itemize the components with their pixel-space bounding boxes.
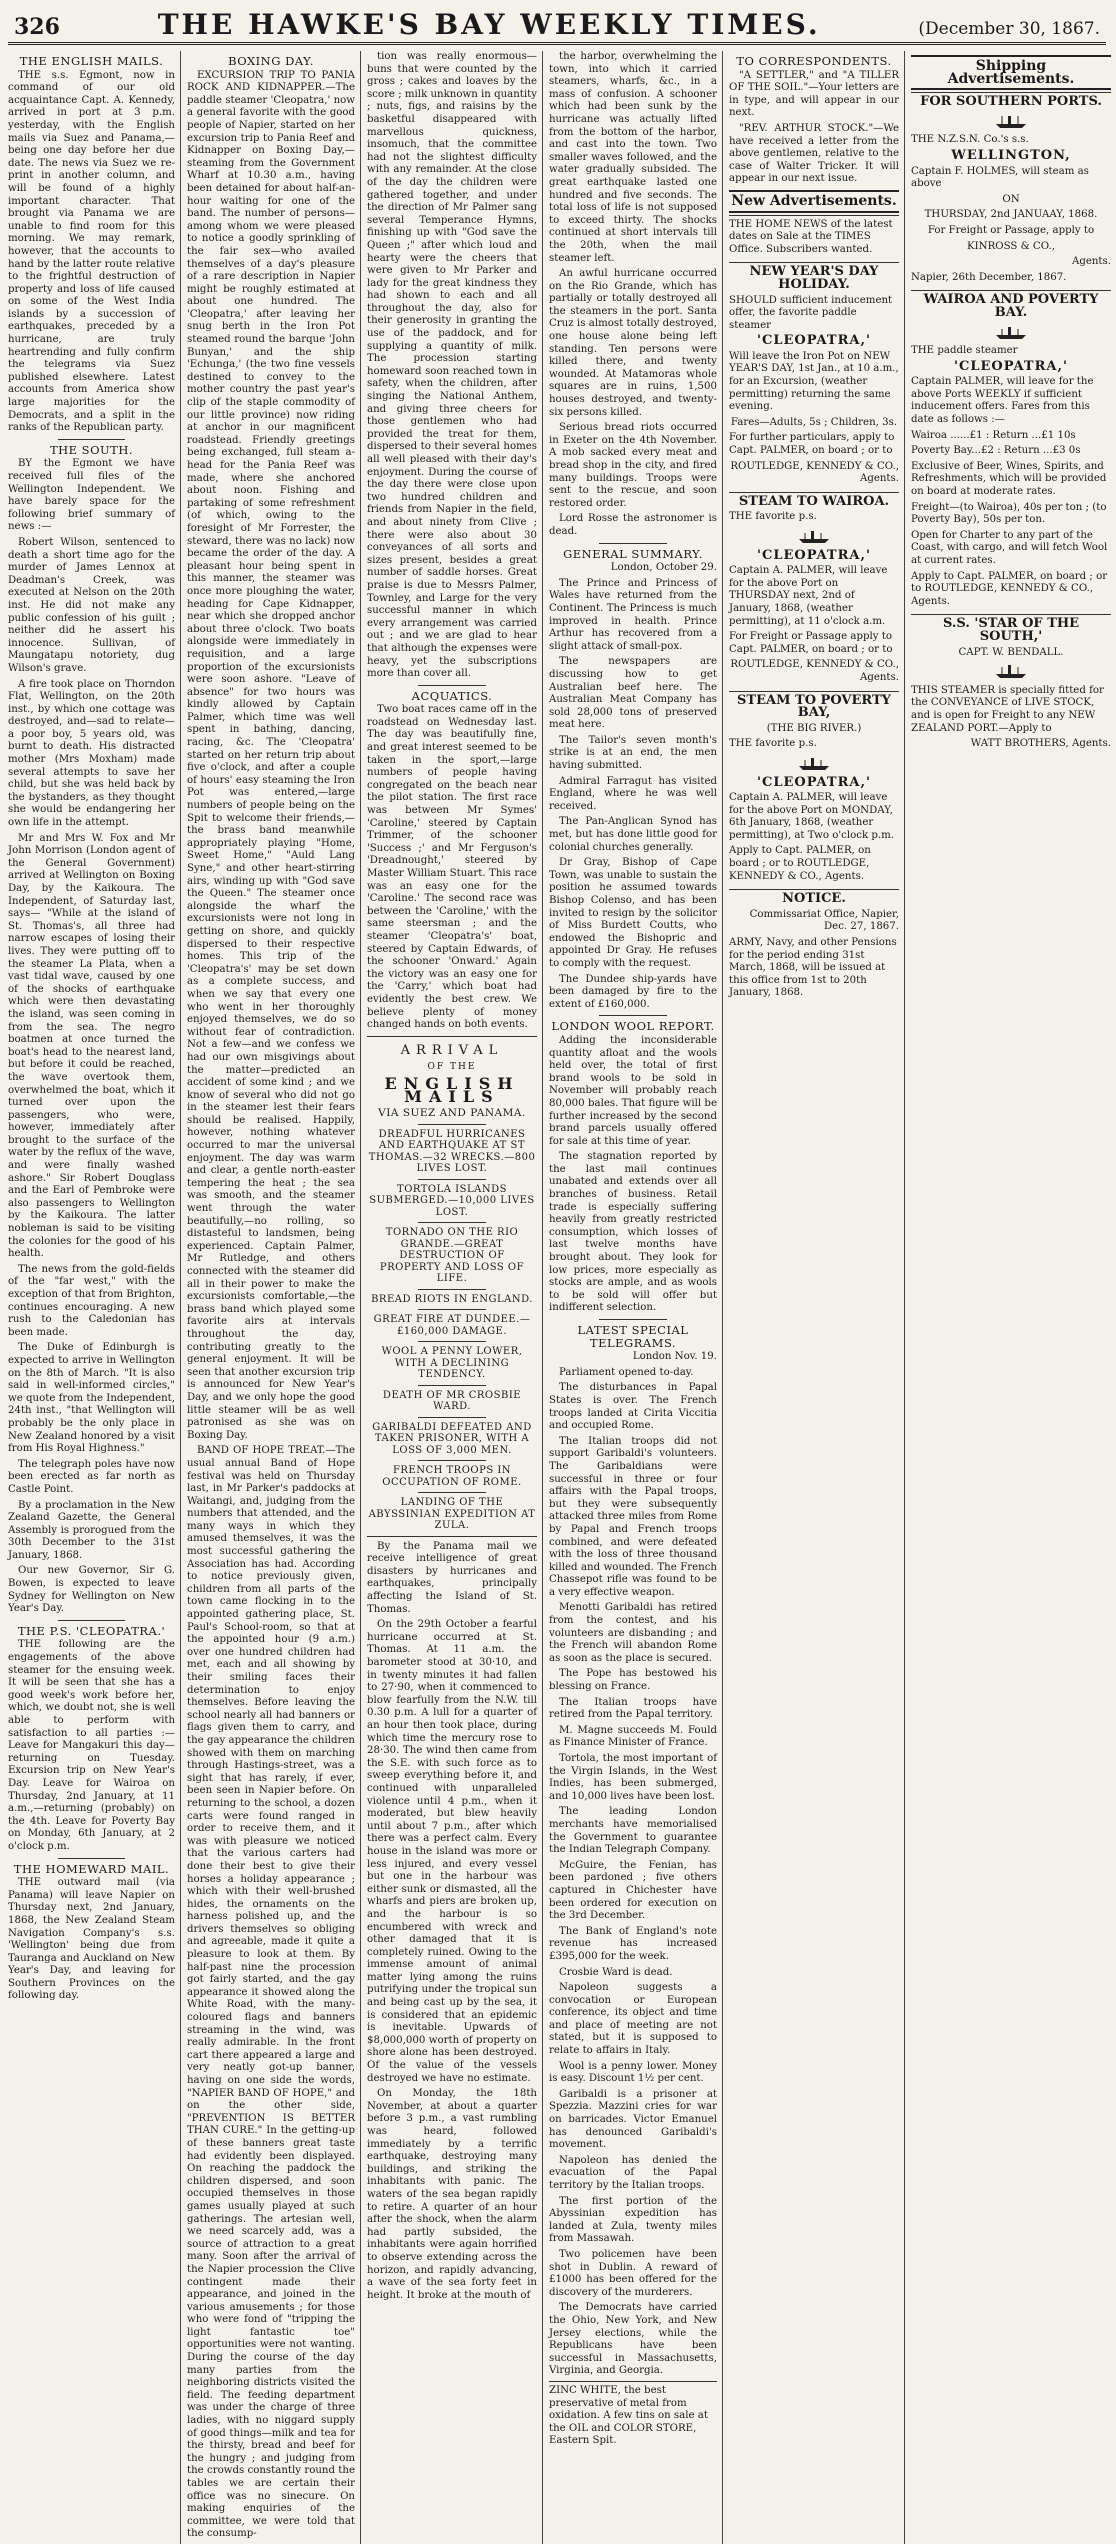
headline: BREAD RIOTS IN ENGLAND.: [371, 1293, 533, 1305]
article-paragraph: McGuire, the Fenian, has been pardoned ; five others captured in Chichester have been ordered for execution on the 3rd December.: [549, 1859, 717, 1922]
advert-agents: WATT BROTHERS, Agents.: [970, 738, 1111, 750]
advert-heading: NOTICE.: [782, 891, 846, 907]
article-paragraph: BAND OF HOPE TREAT.—The usual annual Band of Hope festival was held on Thursday last, in Mr Parker's paddocks at Waitangi, and, judging from the numbers that attended, and the many ways in which they amused themselves, it was the most successful gathering the Association has had. According to notice previously given, children from all parts of the town came flocking in to the appointed gathering place, St. Paul's School-room, so that at the appointed hour (9 a.m.) over one hundred children had met, each and all showing by their smiling faces their determination to enjoy themselves. Before leaving the school nearly all had banners or flags given them to carry, and the gay appearance the children showed with them on marching through Hastings-street, was a sight that has rarely, if ever, been seen in Napier before. On returning to the school, a dozen carts were found ranged in order to receive them, and it was with pleasure we noticed that the various carters had done their best to give their horses a holiday appearance ; which with their well-brushed hides, the ornaments on the harness polished up, and the drivers themselves so obliging and agreeable, made it quite a pleasure to look at them. By half-past nine the procession got fairly started, and the gay appearance it showed along the White Road, with the many-coloured flags and banners streaming in the wind, was really admirable. In the front cart there appeared a large and very neatly got-up banner, having on one side the words, "NAPIER BAND OF HOPE," and on the other side, "PREVENTION IS BETTER THAN CURE." In the getting-up of these banners great taste had evidently been displayed. On reaching the paddock the children dispersed, and soon occupied themselves in those games usually played at such gatherings. The artesian well, we need scarcely add, was a source of attraction to a great many. Soon after the arrival of the Napier procession the Clive contingent made their appearance, and joined in the various amusements ; for those who were fond of "tripping the light fantastic toe" opportunities were not wanting. During the course of the day many parties from the neighboring districts visited the field. The feeding department was under the charge of three ladies, with no niggard supply of good things—milk and tea for the thirsty, bread and beef for the hungry ; and judging from the crowds constantly round the tables we are certain their office was no sinecure. On making enquiries of the committee, we were told that the consump-: [187, 1445, 355, 2540]
advert-text: THIS STEAMER is specially fitted for the CONVEYANCE of LIVE STOCK, and is open for Freight to any NEW ZEALAND PORT.—Apply to: [911, 684, 1104, 734]
divider: [58, 439, 125, 440]
advert-heading: WAIROA AND POVERTY BAY.: [923, 292, 1099, 320]
article-paragraph: EXCURSION TRIP TO PANIA ROCK AND KIDNAPPER.—The paddle steamer 'Cleopatra,' now a general favorite with the good people of Napier, started on her excursion trip to Pania Reef and Kidnapper on Boxing Day,—steaming from the Government Wharf at 10.30 a.m., having been detained for about half-an-hour waiting for one of the band. The number of persons—among whom we were pleased to notice a goodly sprinkling of the fair sex—who availed themselves of a day's pleasure of a rare description in Napier might be roughly estimated at about one hundred. The 'Cleopatra,' after leaving her snug berth in the Iron Pot steamed round the barque 'John Bunyan,' and the ship 'Echunga,' (the two fine vessels destined to convey to the mother country the past year's clip of the staple commodity of our little province) now riding at anchor in our magnificent roadstead. Friendly greetings being exchanged, full steam a-head for the Pania Reef was made, where she anchored about noon. Fishing and partaking of some refreshment (of which, owing to the foresight of Mr Forrester, the steward, there was no lack) now became the order of the day. A pleasant hour being spent in this manner, the steamer was once more ploughing the water, heading for Cape Kidnapper, near which she dropped anchor about three o'clock. Two boats alongside were immediately in requisition, and a large proportion of the excursionists were soon ashore. "Leave of absence" for two hours was kindly allowed by Captain Palmer, which time was well spent in bathing, dancing, racing, &c. The 'Cleopatra' started on her return trip about five o'clock, and after a couple of hours' easy steaming the Iron Pot was entered,—large numbers of people being on the Spit to welcome their friends,—the brass band meanwhile appropriately playing "Home, Sweet Home," "Auld Lang Syne," and other heart-stirring airs, winding up with "God save the Queen." The steamer once alongside the wharf the excursionists were not long in getting on shore, and quickly dispersed to their respective homes. This trip of the 'Cleopatra's' may be set down as a complete success, and when we say that every one who went in her thoroughly enjoyed themselves, we do so without fear of contradiction. Not a few—and we confess we had our own misgivings about the matter—predicted an accident of some kind ; and we know of several who did not go in the steamer lest their fears should be realised. Happily, however, nothing whatever occurred to mar the universal enjoyment. The day was warm and clear, a gentle north-easter tempering the heat ; the sea was smooth, and the steamer went through the water beautifully,—no rolling, so distasteful to landsmen, being experienced. Captain Palmer, Mr Rutledge, and others connected with the steamer did all in their power to make the excursionists comfortable,—the brass band which played some favorite airs at intervals throughout the day, contributing greatly to the general enjoyment. It will be seen that another excursion trip is announced for New Year's Day, and we only hope the good little steamer will be as well patronised as she was on Boxing Day.: [187, 69, 355, 1441]
article-paragraph: An awful hurricane occurred on the Rio Grande, which has partially or totally destroyed all the steamers in the port. Santa Cruz is almost totally destroyed, one house alone being left standing. Ten persons were killed there, and twenty wounded. At Matamoras whole squares are in ruins, 1,500 houses destroyed, and twenty-six persons killed.: [549, 268, 717, 418]
advert-heading: FOR SOUTHERN PORTS.: [920, 94, 1102, 110]
advert-star-of-the-south: [911, 614, 1111, 756]
article-paragraph: Parliament opened to-day.: [559, 1366, 694, 1378]
headline: WOOL A PENNY LOWER, WITH A DECLINING TENDENCY.: [381, 1346, 523, 1381]
advert-text: Captain F. HOLMES, will steam as above: [911, 165, 1089, 190]
advert-text: ARMY, Navy, and other Pensions for the period ending 31st March, 1868, will be issued at this office from 1st to 20th January, 1868.: [729, 937, 897, 999]
divider: [367, 1536, 537, 1537]
advert-heading: STEAM TO WAIROA.: [738, 493, 890, 509]
divider: [599, 543, 666, 544]
advert-text: Captain PALMER, will leave for the above Ports WEEKLY if sufficient inducement offers. Fares from this date as follows :—: [911, 376, 1094, 426]
steamer-icon: [797, 754, 831, 772]
article-paragraph: THE outward mail (via Panama) will leave Napier on Thursday next, 2nd January, 1868, the New Zealand Steam Navigation Company's s.s. 'Wellington' being due from Tauranga and Auckland on New Year's Day, and leaving for Southern Provinces on the following day.: [8, 1877, 175, 2002]
article-paragraph: Crosbie Ward is dead.: [559, 1966, 673, 1978]
advert-captain: CAPT. W. BENDALL.: [958, 646, 1064, 658]
headline: TORTOLA ISLANDS SUBMERGED.—10,000 LIVES LOST.: [369, 1183, 535, 1218]
steamer-name: 'CLEOPATRA,': [757, 333, 871, 349]
divider: [418, 1460, 486, 1461]
advert-text: For further particulars, apply to Capt. PALMER, on board ; or to: [729, 432, 895, 457]
article-paragraph: The disturbances in Papal States is over. The French troops landed at Cirita Viccitia and occupied Rome.: [549, 1382, 717, 1432]
article-paragraph: THE following are the engagements of the above steamer for the ensuing week. It will be seen that she has a good week's work before her, which, we doubt not, she is well able to perform with satisfaction to all parties :—Leave for Mangakuri this day—returning on Tuesday. Excursion trip on New Year's Day. Leave for Wairoa on Thursday, 2nd January, at 11 a.m.,—returning (probably) on the 4th. Leave for Poverty Bay on Monday, 6th January, at 2 o'clock p.m.: [8, 1639, 175, 1852]
advert-agents: Agents.: [1071, 256, 1111, 268]
advert-text: Exclusive of Beer, Wines, Spirits, and Refreshments, which will be provided on board at moderate rates.: [911, 460, 1107, 498]
steamer-name: 'CLEOPATRA,': [757, 547, 871, 563]
article-paragraph: The Democrats have carried the Ohio, New York, and New Jersey elections, while the Republicans have been successful in Massachusetts, Virginia, and Georgia.: [549, 2302, 717, 2377]
heading-shipping-advertisements: Shipping Advertisements.: [911, 55, 1111, 90]
article-paragraph: the harbor, overwhelming the town, into which it carried steamers, wharfs, &c., in a mass of confusion. A schooner which had been sunk by the hurricane was actually lifted from the bottom of the harbor, and cast into the town. Two smaller waves followed, and the water gradually subsided. The great earthquake lasted one hundred and five seconds. The total loss of life is not supposed to exceed thirty. The shocks continued at short intervals till the 20th, when the mail steamer left.: [549, 51, 717, 264]
advert-text: For Freight or Passage, apply to: [927, 224, 1095, 236]
article-paragraph: M. Magne succeeds M. Fould as Finance Minister of France.: [549, 1724, 717, 1749]
advert-wairoa-poverty-bay: [911, 290, 1111, 614]
advert-agent-name: KINROSS & CO.,: [967, 240, 1055, 252]
divider: [418, 1309, 486, 1310]
heading-boxing-day: BOXING DAY.: [228, 54, 314, 68]
article-paragraph: The stagnation reported by the last mail continues unabated and extends over all branches of business. Retail trade is especially suffering heavily from greatly restricted consumption, which losses of last twelve months have brought about. They look for low prices, more especially as stocks are ample, and as wools to be sold will offer but indifferent selection.: [549, 1151, 717, 1314]
newspaper-title: THE HAWKE'S BAY WEEKLY TIMES.: [157, 8, 821, 41]
steamer-name: WELLINGTON,: [951, 147, 1071, 163]
advert-text: Open for Charter to any part of the Coast, with cargo, and will fetch Wool at current rates.: [911, 529, 1108, 566]
advert-home-news: [729, 215, 899, 263]
advert-text: ON: [1002, 193, 1020, 205]
article-paragraph: tion was really enormous—buns that were counted by the gross ; cakes and loaves by the score ; milk unknown in quantity ; nuts, figs, and raisins by the basketful disappeared with marvellous quickness, insomuch, that the committee had not the slightest difficulty with any remainder. At the close of the day the children were gathered together, and under the direction of Mr Palmer sang several Temperance Hymns, finishing up with "God save the Queen ;" after which loud and hearty were the cheers that were given to Mr Parker and lady for the great kindness they had shown to each and all throughout the day, also for their generosity in granting the use of the paddock, and for supplying a quantity of milk. The procession starting homeward soon reached town in safety, when the children, after singing the National Anthem, and giving three cheers for those gentlemen who had provided the treat for them, dispersed to their several homes all well pleased with their day's enjoyment. During the course of the day there were close upon two hundred children and friends from Napier in the field, and about ninety from Clive ; there were also about 30 conveyances of all sorts and sizes present, besides a great number of saddle horses. Great praise is due to Messrs Palmer, Townley, and Large for the very successful manner in which every arrangement was carried out ; and we are glad to hear that although the expenses were heavy, yet the subscriptions more than cover all.: [367, 51, 537, 680]
article-paragraph: The Tailor's seven month's strike is at an end, the men having submitted.: [549, 734, 717, 772]
advert-new-years-day: [729, 262, 899, 492]
divider: [418, 1385, 486, 1386]
steamer-name: 'CLEOPATRA,': [954, 358, 1068, 374]
article-paragraph: Dr Gray, Bishop of Cape Town, was unable to sustain the position he assumed towards Bishop Colenso, and has been invited to resign by the solicitor of Miss Burdett Coutts, who endowed the Bishopric and appointed Dr Gray. He refuses to comply with the request.: [549, 857, 717, 969]
advert-text: THE paddle steamer: [911, 345, 1018, 357]
headline: DEATH OF MR CROSBIE WARD.: [382, 1389, 522, 1413]
article-paragraph: The Duke of Edinburgh is expected to arrive in Wellington on the 8th of March. "It is also said in well-informed circles," we quote from the Independent, 24th inst., "that Wellington will probably be the only place in New Zealand honored by a visit from His Royal Highness.": [8, 1342, 175, 1455]
article-paragraph: The Prince and Princess of Wales have returned from the Continent. The Princess is much improved in health. Prince Arthur has recovered from a slight attack of small-pox.: [549, 577, 717, 652]
steamer-icon: [797, 527, 831, 545]
article-paragraph: Admiral Farragut has visited England, where he was well received.: [549, 775, 717, 812]
article-paragraph: The Bank of England's note revenue has increased £395,000 for the week.: [549, 1925, 717, 1962]
advert-dateline: Napier, 26th December, 1867.: [911, 271, 1067, 283]
heading-general-summary: GENERAL SUMMARY.: [563, 546, 703, 561]
advert-text: For Freight or Passage apply to Capt. PALMER, on board ; or to: [729, 631, 893, 655]
advert-steam-to-poverty-bay: [729, 691, 899, 890]
advert-text: Apply to Capt. PALMER, on board ; or to ROUTLEDGE, KENNEDY & CO., Agents.: [911, 570, 1108, 607]
divider: [418, 1417, 486, 1418]
advert-fares: Fares—Adults, 5s ; Children, 3s.: [730, 416, 898, 428]
steamer-icon: [994, 323, 1028, 341]
advert-text: THURSDAY, 2nd JANUAAY, 1868.: [924, 209, 1098, 221]
advert-fare-row: Wairoa ......£1 : Return ...£1 10s: [911, 429, 1076, 441]
heading-cleopatra: THE P.S. 'CLEOPATRA.': [17, 1623, 166, 1638]
divider: [367, 1036, 537, 1037]
column-6: [911, 51, 1116, 2544]
dateline: London, October 29.: [610, 562, 717, 574]
headline: FRENCH TROOPS IN OCCUPATION OF ROME.: [382, 1465, 522, 1488]
advert-text: Will leave the Iron Pot on NEW YEAR'S DAY, 1st Jan., at 10 a.m., for an Excursion, (weather permitting) returning the same evening.: [729, 350, 899, 413]
advert-steam-to-wairoa: [729, 492, 899, 691]
notice-paragraph: "REV. ARTHUR STOCK."—We have received a letter from the above gentlemen, relative to the case of Walter Tricker. It will appear in our next issue.: [729, 122, 899, 185]
advert-subheading: (THE BIG RIVER.): [766, 722, 862, 734]
issue-date: (December 30, 1867.: [918, 19, 1100, 39]
heading-arrival: ARRIVAL: [400, 1042, 504, 1058]
advert-agents: ROUTLEDGE, KENNEDY & CO., Agents.: [730, 460, 899, 485]
article-paragraph: The telegraph poles have now been erected as far north as Castle Point.: [8, 1458, 175, 1495]
article-paragraph: The first portion of the Abyssinian expedition has landed at Zula, twenty miles from Massawah.: [549, 2195, 717, 2245]
article-paragraph: Tortola, the most important of the Virgin Islands, in the West Indies, has been submerged, and 10,000 lives have been lost.: [549, 1753, 717, 1802]
article-paragraph: Menotti Garibaldi has retired from the contest, and his volunteers are disbanding ; and the French will abandon Rome as soon as the place is secured.: [549, 1602, 717, 1664]
heading-the-south: THE SOUTH.: [49, 442, 134, 457]
article-paragraph: Napoleon suggests a convocation or European conference, its object and time and place of meeting are not stated, but it is supposed to relate to affairs in Italy.: [549, 1982, 717, 2057]
divider: [418, 1124, 486, 1125]
article-paragraph: The leading London merchants have memorialised the Government to guarantee the Indian Telegraph Company.: [549, 1806, 717, 1856]
article-paragraph: A fire took place on Thorndon Flat, Wellington, on the 20th inst., by which one cottage was destroyed, and—sad to relate—a poor boy, 5 years old, was burnt to death. His distracted mother (Mrs Moxham) made several attempts to save her child, but she was held back by the bystanders, as they thought she would be endangering her own life in the attempt.: [8, 678, 175, 829]
advert-text: THE favorite p.s.: [729, 511, 817, 523]
advert-text: Apply to Capt. PALMER, on board ; or to ROUTLEDGE, KENNEDY & CO., Agents.: [729, 845, 871, 882]
steamer-icon: [994, 662, 1028, 680]
column-2: [187, 51, 361, 2544]
article-paragraph: By a proclamation in the New Zealand Gazette, the General Assembly is prorogued from the 30th December to the 31st January, 1868.: [8, 1499, 175, 1561]
advert-heading: STEAM TO POVERTY BAY,: [737, 692, 891, 721]
advert-text: ZINC WHITE, the best preservative of metal from oxidation. A few tins on sale at the OIL and COLOR STORE, Eastern Spit.: [549, 2384, 708, 2447]
steamer-name: 'CLEOPATRA,': [757, 774, 871, 790]
headline: TORNADO ON THE RIO GRANDE.—GREAT DESTRUCTION OF PROPERTY AND LOSS OF LIFE.: [379, 1227, 525, 1285]
column-4: [549, 51, 723, 2544]
advert-heading: NEW YEAR'S DAY HOLIDAY.: [749, 264, 879, 292]
column-5: [729, 51, 905, 2544]
column-1: [8, 51, 181, 2544]
advert-notice: [729, 889, 899, 1006]
article-paragraph: The Pan-Anglican Synod has met, but has done little good for colonial churches generally.: [549, 816, 717, 853]
heading-special-telegrams: LATEST SPECIAL TELEGRAMS.: [577, 1323, 689, 1350]
article-paragraph: The Italian troops did not support Garibaldi's volunteers. The Garibaldians were successful in three or four affairs with the Papal troops, but they were subsequently attacked three miles from Rome by Papal and French troops combined, and were defeated with the loss of three thousand killed and wounded. The French Chassepot rifle was found to be a very effective weapon.: [549, 1435, 717, 1598]
advert-agents: ROUTLEDGE, KENNEDY & CO., Agents.: [730, 659, 899, 683]
article-paragraph: Adding the inconsiderable quantity afloat and the wools held over, the total of first brand wools to be sold in November will probably reach 80,000 bales. That figure will be further increased by the second brand parcels usually offered for sale at this time of year.: [549, 1034, 717, 1147]
divider: [599, 1319, 666, 1320]
article-paragraph: Our new Governor, Sir G. Bowen, is expected to leave Sydney for Wellington on New Year's Day.: [8, 1565, 175, 1615]
page-number: 326: [14, 14, 60, 40]
advert-text: SHOULD sufficient inducement offer, the favorite paddle steamer: [729, 294, 893, 331]
heading-of-the: OF THE: [427, 1062, 477, 1073]
article-paragraph: BY the Egmont we have received full files of the Wellington Independent. We have barely space for the following brief summary of news :—: [8, 458, 175, 533]
steamer-icon: [994, 112, 1028, 130]
divider: [418, 1341, 486, 1342]
advert-fare-row: Poverty Bay...£2 : Return ...£3 0s: [911, 445, 1081, 457]
dateline: London Nov. 19.: [632, 1351, 717, 1363]
heading-english-mails: THE ENGLISH MAILS.: [19, 54, 164, 68]
article-paragraph: Robert Wilson, sentenced to death a short time ago for the murder of James Lennox at Deadman's Creek, was executed at Nelson on the 20th inst. He did not make any public confession of his guilt ; neither did he assert his innocence. Sullivan, of Maungatapu notoriety, dug Wilson's grave.: [8, 536, 175, 674]
article-paragraph: THE s.s. Egmont, now in command of our old acquaintance Capt. A. Kennedy, arrived in port at 3 p.m. yesterday, with the English mails via Suez and Panama,—being one day before her due date. The news via Suez we re-print in another column, and will be found of a highly important character. That brought via Panama we are unable to find room for this morning. We may remark, however, that the accounts to hand by the latter route relative to the frightful destruction of property and loss of life caused on some of the West India islands by a succession of earthquakes, preceded by a hurricane, are truly heartrending and fully confirm the telegrams via Suez published elsewhere. Latest accounts from America show large majorities for the Democrats, and a split in the ranks of the Republican party.: [8, 69, 175, 434]
advert-text: Captain A. PALMER, will leave for the above Port on MONDAY, 6th January, 1868, (weather permitting), at Two o'clock p.m.: [729, 792, 895, 841]
divider: [599, 1015, 666, 1016]
advert-heading: S.S. 'STAR OF THE SOUTH,': [942, 616, 1080, 644]
article-paragraph: The Dundee ship-yards have been damaged by fire to the extent of £160,000.: [549, 973, 717, 1010]
advert-text: Captain A. PALMER, will leave for the above Port on THURSDAY next, 2nd of January, 1868, (weather permitting), at 11 o'clock a.m.: [729, 565, 888, 627]
heading-english-mails-banner: ENGLISH MAILS: [384, 1073, 520, 1106]
article-paragraph: The newspapers are discussing how to get Australian beef here. The Australian Meat Company has sold 28,000 tons of preserved meat here.: [549, 656, 717, 731]
advert-text: THE favorite p.s.: [729, 738, 817, 750]
article-paragraph: Serious bread riots occurred in Exeter on the 4th November. A mob sacked every meat and bread shop in the city, and fired many buildings. Troops were sent to the rescue, and soon restored order.: [549, 422, 717, 509]
headline: GARIBALDI DEFEATED AND TAKEN PRISONER, WITH A LOSS OF 3,000 MEN.: [372, 1421, 532, 1456]
heading-wool-report: LONDON WOOL REPORT.: [551, 1019, 715, 1034]
article-paragraph: By the Panama mail we receive intelligence of great disasters by hurricanes and earthquakes, principally affecting the Island of St. Thomas.: [367, 1540, 537, 1615]
divider: [418, 685, 486, 686]
article-paragraph: Two policemen have been shot in Dublin. A reward of £1000 has been offered for the discovery of the murderers.: [549, 2248, 717, 2298]
article-paragraph: Napoleon has denied the evacuation of the Papal territory by the Italian troops.: [549, 2154, 717, 2191]
divider: [58, 1620, 125, 1621]
advert-southern-ports: [911, 92, 1111, 290]
divider: [418, 1179, 486, 1180]
headline: GREAT FIRE AT DUNDEE.—£160,000 DAMAGE.: [373, 1314, 531, 1337]
column-3: [367, 51, 543, 2544]
divider: [418, 1289, 486, 1290]
article-paragraph: The Italian troops have retired from the Papal territory.: [549, 1696, 717, 1721]
columns: [8, 51, 1111, 2540]
divider: [418, 1492, 486, 1493]
article-paragraph: On Monday, the 18th November, at about a quarter before 3 p.m., a vast rumbling was heard, followed immediately by a terrific earthquake, destroying many buildings, and striking the inhabitants with panic. The waters of the sea began rapidly to retire. A quarter of an hour after the shock, when the alarm had partly subsided, the inhabitants were again horrified to observe extending across the horizon, and rapidly advancing, a wave of the sea forty feet in height. It broke at the mouth of: [367, 2088, 537, 2301]
notice-paragraph: "A SETTLER," and "A TILLER OF THE SOIL."—Your letters are in type, and will appear in our next.: [729, 69, 899, 119]
advert-text: THE N.Z.S.N. Co.'s s.s.: [911, 134, 1029, 146]
article-paragraph: Wool is a penny lower. Money is easy. Discount 1½ per cent.: [549, 2060, 717, 2085]
advert-text: THE HOME NEWS of the latest dates on Sale at the TIMES Office. Subscribers wanted.: [729, 218, 893, 255]
article-paragraph: The news from the gold-fields of the "far west," with the exception of that from Brighton, continues encouraging. A new rush to the Caledonian has been made.: [8, 1263, 175, 1338]
article-paragraph: Two boat races came off in the roadstead on Wednesday last. The day was beautifully fine, and great interest seemed to be taken in the sport,—large numbers of people having congregated on the beach near the pilot station. The first race was between Mr Symes' 'Caroline,' steered by Captain Trimmer, of the schooner 'Success ;' and Mr Ferguson's 'Dreadnought,' steered by Master William Stuart. This race was an easy one for the 'Caroline.' The second race was between the 'Caroline,' with the same steersman ; and the steamer 'Cleopatra's' boat, steered by Captain Edwards, of the schooner 'Onward.' Again the victory was an easy one for the 'Carry,' which boat had evidently the best crew. We believe plenty of money changed hands on both events.: [367, 704, 537, 1031]
headline: DREADFUL HURRICANES AND EARTHQUAKE AT ST THOMAS.—32 WRECKS.—800 LIVES LOST.: [368, 1128, 536, 1175]
advert-text: Freight—(to Wairoa), 40s per ton ; (to Poverty Bay), 50s per ton.: [911, 501, 1107, 526]
heading-acquatics: ACQUATICS.: [411, 688, 493, 703]
heading-correspondents: TO CORRESPONDENTS.: [736, 54, 892, 68]
article-paragraph: Lord Rosse the astronomer is dead.: [549, 513, 717, 537]
divider: [58, 1858, 125, 1859]
heading-new-advertisements: New Advertisements.: [729, 190, 899, 213]
article-paragraph: On the 29th October a fearful hurricane occurred at St. Thomas. At 11 a.m. the barometer stood at 30·10, and in twenty minutes it had fallen to 27·90, when it commenced to blow fearfully from the N.W. till 0.30 p.m. A lull for a quarter of an hour then took place, during which time the mercury rose to 28·30. The wind then came from the S.E. with such force as to sweep everything before it, and continued with unparalleled violence until 4 p.m., when it moderated, but blew heavily until about 7 p.m., after which there was a perfect calm. Every house in the island was more or less injured, and every vessel but one in the harbour was either sunk or dismasted, all the wharfs and piers are broken up, and the harbour is so encumbered with wreck and other damaged that it is completely ruined. Owing to the immense amount of animal matter lying among the ruins putrifying under the tropical sun and being cast up by the sea, it is considered that an epidemic is inevitable. Upwards of $8,000,000 worth of property on shore alone has been destroyed. Of the value of the vessels destroyed we have no estimate.: [367, 1619, 537, 2084]
divider: [418, 1222, 486, 1223]
article-paragraph: The Pope has bestowed his blessing on France.: [549, 1668, 717, 1693]
heading-homeward-mail: THE HOMEWARD MAIL.: [13, 1861, 170, 1876]
masthead: [8, 8, 1106, 45]
advert-zinc-white: [549, 2381, 717, 2454]
headline: LANDING OF THE ABYSSINIAN EXPEDITION AT ZULA.: [368, 1497, 536, 1532]
advert-dateline: Commissariat Office, Napier, Dec. 27, 1867.: [749, 908, 899, 933]
heading-via-suez: VIA SUEZ AND PANAMA.: [378, 1107, 526, 1120]
article-paragraph: Garibaldi is a prisoner at Spezzia. Mazzini cries for war on barricades. Victor Emanuel has denounced Garibaldi's movement.: [549, 2088, 717, 2151]
article-paragraph: Mr and Mrs W. Fox and Mr John Morrison (London agent of the General Government) arrived at Wellington on Boxing Day, by the Kaikoura. The Independent, of Saturday last, says— "While at the island of St. Thomas's, all three had narrow escapes of losing their lives. They were putting off to the steamer La Plata, when a vast tidal wave, caused by one of the shocks of earthquake which were then devastating the island, was seen coming in from the sea. The negro boatmen at once turned the boat's head to the nearest land, but before it could be reached, the wave overtook them, overwhelmed the boat, which it turned over upon the passengers, who were, however, immediately after brought to the surface of the water by the reflux of the wave, and were finally washed ashore." Sir Robert Douglass and the Earl of Pembroke were also passengers to Wellington by the Kaikoura. The latter nobleman is said to be visiting the colonies for the good of his health.: [8, 832, 175, 1260]
